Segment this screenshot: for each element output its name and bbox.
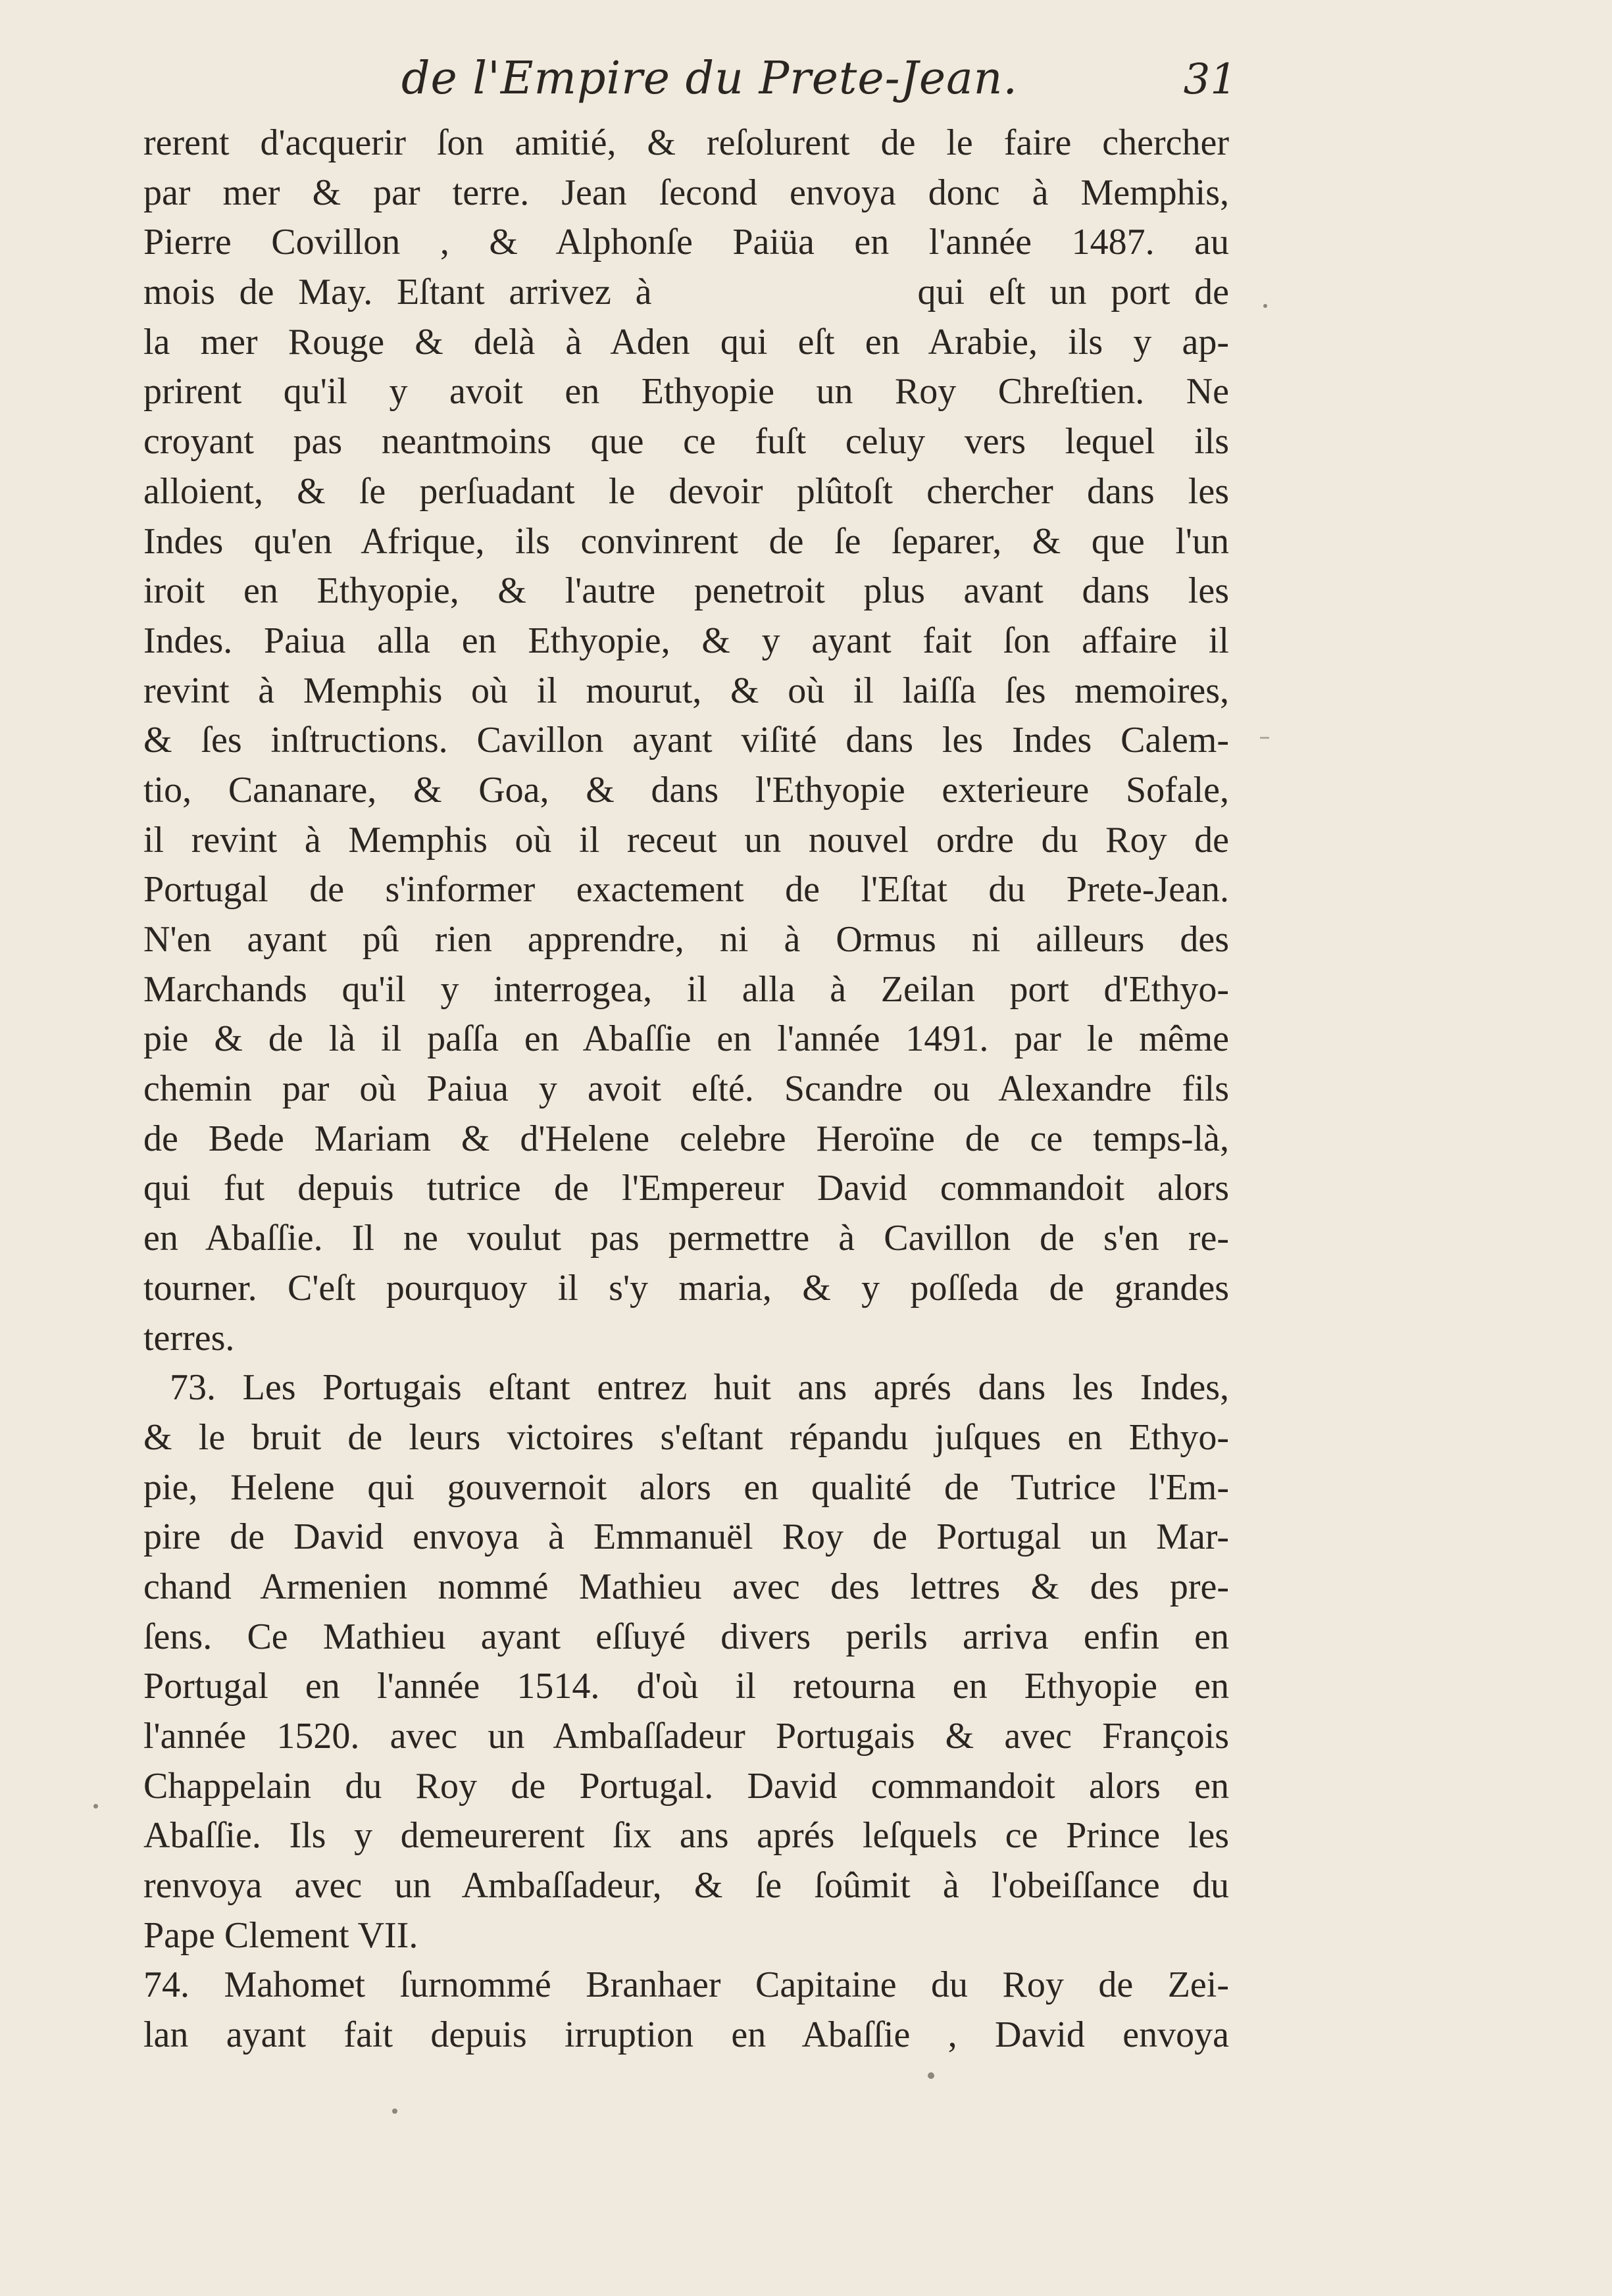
text-line: Portugal de s'informer exactement de l'Eſtat du Prete-Jean. <box>143 869 1229 911</box>
paragraph-74-start: 74. Mahomet ſurnommé Branhaer Capitaine du Roy de Zei- <box>143 1964 1229 2006</box>
text-line: chemin par où Paiua y avoit eſté. Scandre ou Alexandre fils <box>143 1068 1229 1110</box>
text-line: Abaſſie. Ils y demeurerent ſix ans aprés leſquels ce Prince les <box>143 1815 1229 1857</box>
paragraph-73-start: 73. Les Portugais eſtant entrez huit ans aprés dans les Indes, <box>170 1367 1229 1409</box>
text-line: Indes qu'en Afrique, ils convinrent de ſe ſeparer, & que l'un <box>143 520 1229 562</box>
page-number: 31 <box>1183 55 1237 104</box>
text-line: pie, Helene qui gouvernoit alors en qualité de Tutrice l'Em- <box>143 1466 1229 1508</box>
ink-speck <box>928 2072 934 2079</box>
text-line: par mer & par terre. Jean ſecond envoya donc à Memphis, <box>143 172 1229 213</box>
text-line: prirent qu'il y avoit en Ethyopie un Roy Chreſtien. Ne <box>143 371 1229 412</box>
text-line: de Bede Mariam & d'Helene celebre Heroïne de ce temps-là, <box>143 1118 1229 1159</box>
body-text <box>143 118 1229 2060</box>
text-line: rerent d'acquerir ſon amitié, & reſolurent de le faire chercher <box>143 122 1229 163</box>
ink-speck <box>93 1804 98 1809</box>
ink-speck <box>392 2109 397 2114</box>
text-line: Pape Clement VII. <box>143 1914 418 1956</box>
ink-speck <box>1260 737 1269 739</box>
text-line: la mer Rouge & delà à Aden qui eſt en Arabie, ils y ap- <box>143 321 1229 362</box>
text-line: Portugal en l'année 1514. d'où il retourna en Ethyopie en <box>143 1666 1229 1707</box>
text-line: pire de David envoya à Emmanuël Roy de Portugal un Mar- <box>143 1516 1229 1558</box>
text-line: Pierre Covillon , & Alphonſe Paiüa en l'année 1487. au <box>143 222 1229 263</box>
text-line: & le bruit de leurs victoires s'eſtant répandu juſques en Ethyo- <box>143 1416 1229 1458</box>
text-line: pie & de là il paſſa en Abaſſie en l'année 1491. par le même <box>143 1018 1229 1060</box>
text-line: renvoya avec un Ambaſſadeur, & ſe ſoûmit à l'obeiſſance du <box>143 1865 1229 1907</box>
text-line: qui fut depuis tutrice de l'Empereur David commandoit alors <box>143 1168 1229 1209</box>
text-line: revint à Memphis où il mourut, & où il laiſſa ſes memoires, <box>143 670 1229 711</box>
text-line: l'année 1520. avec un Ambaſſadeur Portugais & avec François <box>143 1716 1229 1757</box>
text-line: tourner. C'eſt pourquoy il s'y maria, & y poſſeda de grandes <box>143 1267 1229 1309</box>
page-header <box>145 46 1237 118</box>
text-line: iroit en Ethyopie, & l'autre penetroit plus avant dans les <box>143 570 1229 612</box>
text-line: ſens. Ce Mathieu ayant eſſuyé divers perils arriva enfin en <box>143 1616 1229 1657</box>
text-line: tio, Cananare, & Goa, & dans l'Ethyopie exterieure Sofale, <box>143 769 1229 811</box>
text-line: alloient, & ſe perſuadant le devoir plûtoſt chercher dans les <box>143 470 1229 512</box>
text-line: Marchands qu'il y interrogea, il alla à Zeilan port d'Ethyo- <box>143 968 1229 1010</box>
text-line: chand Armenien nommé Mathieu avec des lettres & des pre- <box>143 1566 1229 1607</box>
text-line: lan ayant fait depuis irruption en Abaſſie , David envoya <box>143 2014 1229 2056</box>
ink-speck <box>1263 304 1267 308</box>
text-line: Indes. Paiua alla en Ethyopie, & y ayant fait ſon affaire il <box>143 620 1229 661</box>
text-line: N'en ayant pû rien apprendre, ni à Ormus ni ailleurs des <box>143 919 1229 960</box>
text-line: terres. <box>143 1317 235 1359</box>
running-title: de l'Empire du Prete-Jean. <box>401 53 1019 105</box>
text-line: mois de May. Eſtant arrivez à qui eſt un port de <box>143 272 1229 313</box>
text-line: & ſes inſtructions. Cavillon ayant viſité dans les Indes Calem- <box>143 720 1229 761</box>
text-line: Chappelain du Roy de Portugal. David commandoit alors en <box>143 1765 1229 1807</box>
text-line: il revint à Memphis où il receut un nouvel ordre du Roy de <box>143 819 1229 861</box>
text-line: croyant pas neantmoins que ce fuſt celuy vers lequel ils <box>143 421 1229 462</box>
text-line: en Abaſſie. Il ne voulut pas permettre à Cavillon de s'en re- <box>143 1218 1229 1259</box>
